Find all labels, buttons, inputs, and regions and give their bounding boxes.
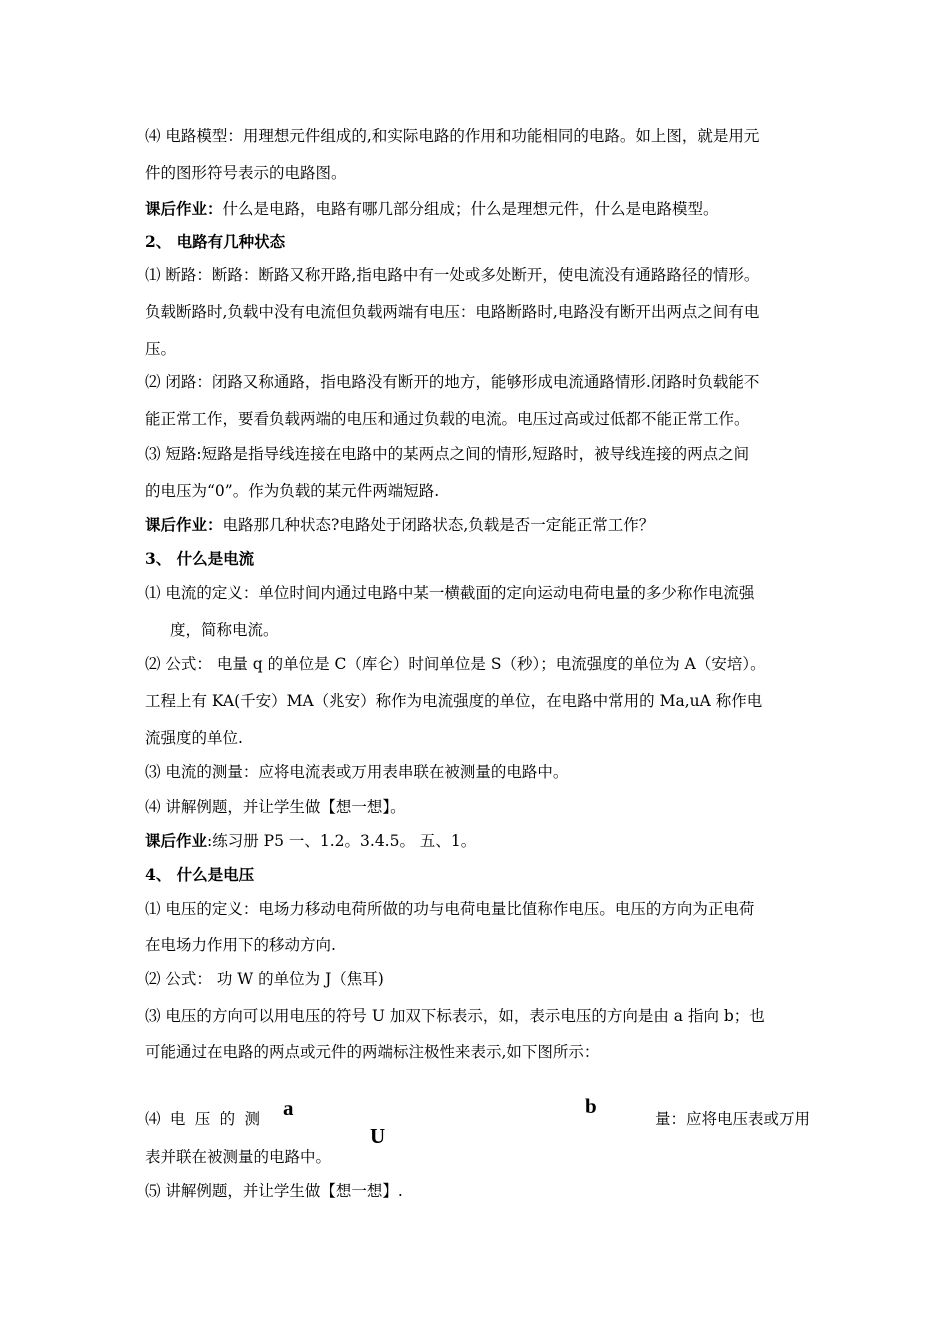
- voltage-label-u: U: [370, 1124, 386, 1148]
- text-line: ⑴ 断路：断路：断路又称开路,指电路中有一处或多处断开，使电流没有通路路径的情形。: [145, 266, 760, 284]
- homework-text: 什么是电路，电路有哪几部分组成；什么是理想元件，什么是电路模型。: [222, 200, 719, 218]
- homework-text: :练习册 P5 一、1.2。3.4.5。 五、1。: [207, 832, 477, 850]
- homework-line: [145, 199, 810, 219]
- item-number: ⑷: [145, 1110, 161, 1128]
- text-line: ⑴ 电流的定义：单位时间内通过电路中某一横截面的定向运动电荷电量的多少称作电流强: [145, 584, 755, 602]
- text-line: 表并联在被测量的电路中。: [145, 1148, 332, 1166]
- text-line: ⑷ 讲解例题，并让学生做【想一想】。: [145, 798, 406, 816]
- text-line: ⑵ 公式： 功 W 的单位为 J（焦耳): [145, 970, 384, 988]
- measure-char: 的: [219, 1110, 236, 1128]
- section-heading: 4、 什么是电压: [145, 865, 255, 884]
- text-line: ⑸ 讲解例题，并让学生做【想一想】.: [145, 1182, 403, 1200]
- homework-line: [145, 515, 810, 535]
- text-line: ⑶ 电压的方向可以用电压的符号 U 加双下标表示，如，表示电压的方向是由 a 指向 b；也: [145, 1007, 765, 1025]
- terminal-label-b: b: [585, 1094, 597, 1118]
- homework-label: 课后作业：: [145, 515, 223, 534]
- text-line: 负载断路时,负载中没有电流但负载两端有电压：电路断路时,电路没有断开出两点之间有电: [145, 303, 760, 321]
- text-line: ⑵ 公式： 电量 q 的单位是 C（库仑）时间单位是 S（秒）；电流强度的单位为 A（安培）。: [145, 655, 766, 673]
- text-line: 件的图形符号表示的电路图。: [145, 164, 347, 182]
- text-line: 的电压为“0”。作为负载的某元件两端短路.: [145, 482, 440, 500]
- measure-char: 电: [169, 1110, 186, 1128]
- terminal-label-a: a: [283, 1096, 294, 1120]
- text-line: ⑴ 电压的定义：电场力移动电荷所做的功与电荷电量比值称作电压。电压的方向为正电荷: [145, 900, 755, 918]
- text-line: 流强度的单位.: [145, 729, 243, 747]
- text-line: 能正常工作，要看负载两端的电压和通过负载的电流。电压过高或过低都不能正常工作。: [145, 410, 750, 428]
- text-line: ⑷ 电路模型：用理想元件组成的,和实际电路的作用和功能相同的电路。如上图，就是用元: [145, 127, 760, 145]
- measure-char: 测: [244, 1110, 260, 1128]
- text-line: 压。: [145, 340, 177, 358]
- homework-line: [145, 831, 810, 851]
- text-line: ⑶ 电流的测量：应将电流表或万用表串联在被测量的电路中。: [145, 763, 569, 781]
- text-line: 工程上有 KA(千安）MA（兆安）称作为电流强度的单位，在电路中常用的 Ma,uA 称作电: [145, 692, 763, 710]
- section-heading: 3、 什么是电流: [145, 549, 255, 568]
- homework-label: 课后作业：: [145, 199, 223, 218]
- text-line: ⑵ 闭路：闭路又称通路，指电路没有断开的地方，能够形成电流通路情形.闭路时负载能不: [145, 373, 760, 391]
- measure-line-left: [145, 1109, 260, 1129]
- section-heading: 2、 电路有几种状态: [145, 232, 286, 251]
- measure-line-right: 量：应将电压表或万用: [654, 1110, 810, 1128]
- text-line: 在电场力作用下的移动方向.: [145, 936, 336, 954]
- homework-label: 课后作业: [145, 831, 208, 850]
- measure-char: 压: [194, 1110, 211, 1128]
- text-line: 度，简称电流。: [170, 621, 279, 639]
- text-line: ⑶ 短路:短路是指导线连接在电路中的某两点之间的情形,短路时，被导线连接的两点之间: [145, 445, 750, 463]
- text-line: 可能通过在电路的两点或元件的两端标注极性来表示,如下图所示：: [145, 1043, 600, 1061]
- homework-text: 电路那几种状态?电路处于闭路状态,负载是否一定能正常工作？: [222, 516, 655, 534]
